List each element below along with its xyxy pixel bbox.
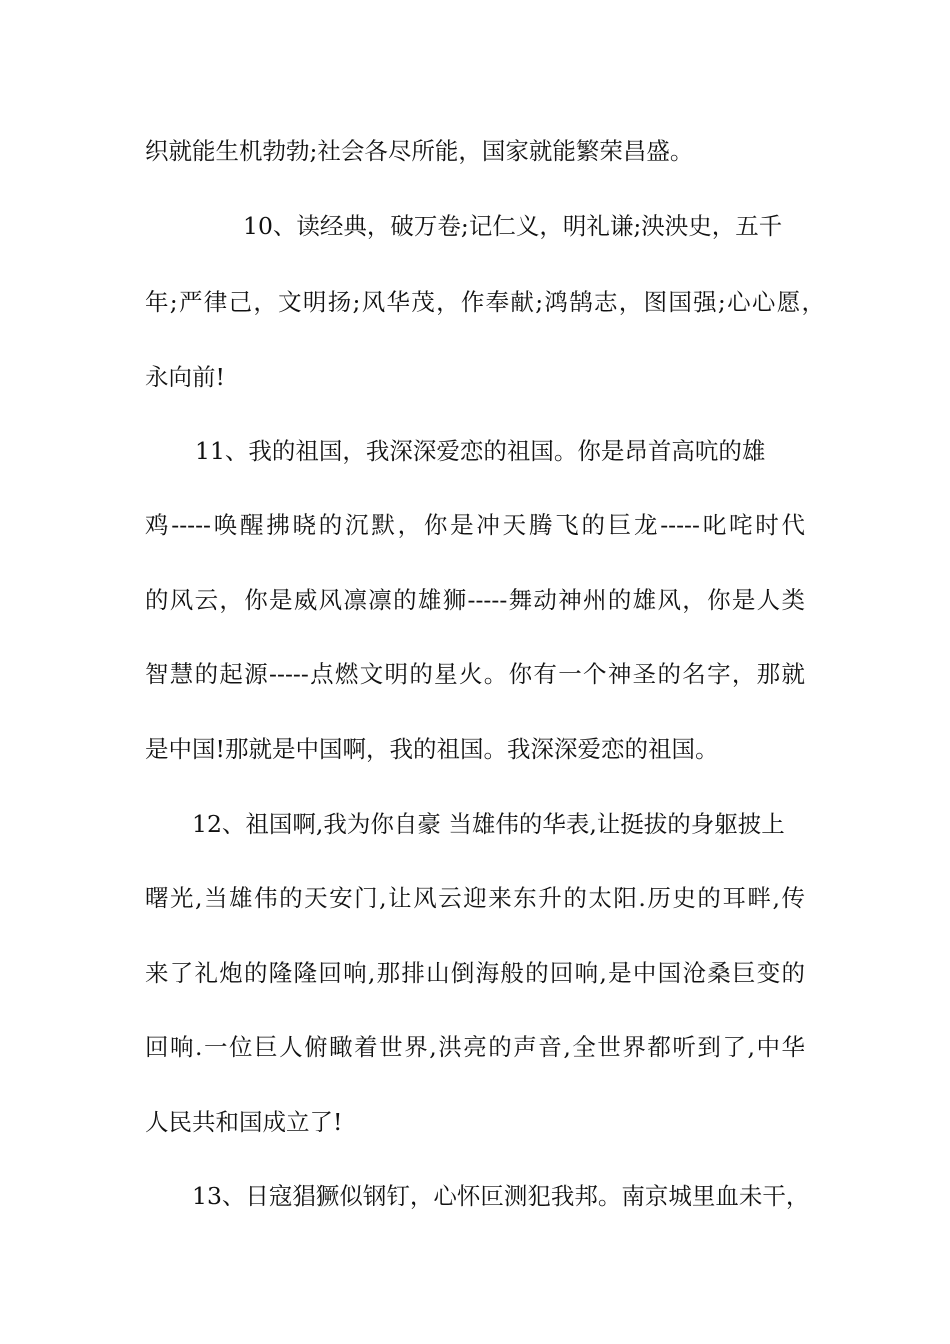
text-line: 织就能生机勃勃;社会各尽所能，国家就能繁荣昌盛。 [145, 137, 694, 165]
text-line: 回响.一位巨人俯瞰着世界,洪亮的声音,全世界都听到了,中华 [145, 1033, 805, 1061]
text-line: 是中国!那就是中国啊，我的祖国。我深深爱恋的祖国。 [145, 735, 719, 763]
text-line: 永向前! [145, 363, 225, 391]
text-line: 13、日寇猖獗似钢钉，心怀叵测犯我邦。南京城里血未干， [192, 1182, 810, 1210]
text-line: 智慧的起源-----点燃文明的星火。你有一个神圣的名字，那就 [145, 660, 805, 688]
text-line: 曙光,当雄伟的天安门,让风云迎来东升的太阳.历史的耳畔,传 [145, 884, 805, 912]
text-line: 年;严律己，文明扬;风华茂，作奉献;鸿鹄志，图国强;心心愿， [145, 288, 825, 316]
text-line: 鸡-----唤醒拂晓的沉默，你是冲天腾飞的巨龙-----叱咤时代 [145, 511, 805, 539]
text-line: 12、祖国啊,我为你自豪 当雄伟的华表,让挺拔的身躯披上 [192, 810, 785, 838]
text-line: 10、读经典，破万卷;记仁义，明礼谦;泱泱史，五千 [243, 212, 783, 240]
text-line: 11、我的祖国，我深深爱恋的祖国。你是昂首高吭的雄 [195, 437, 766, 465]
text-line: 来了礼炮的隆隆回响,那排山倒海般的回响,是中国沧桑巨变的 [145, 959, 805, 987]
text-line: 人民共和国成立了! [145, 1108, 343, 1136]
text-line: 的风云，你是威风凛凛的雄狮-----舞动神州的雄风，你是人类 [145, 586, 805, 614]
